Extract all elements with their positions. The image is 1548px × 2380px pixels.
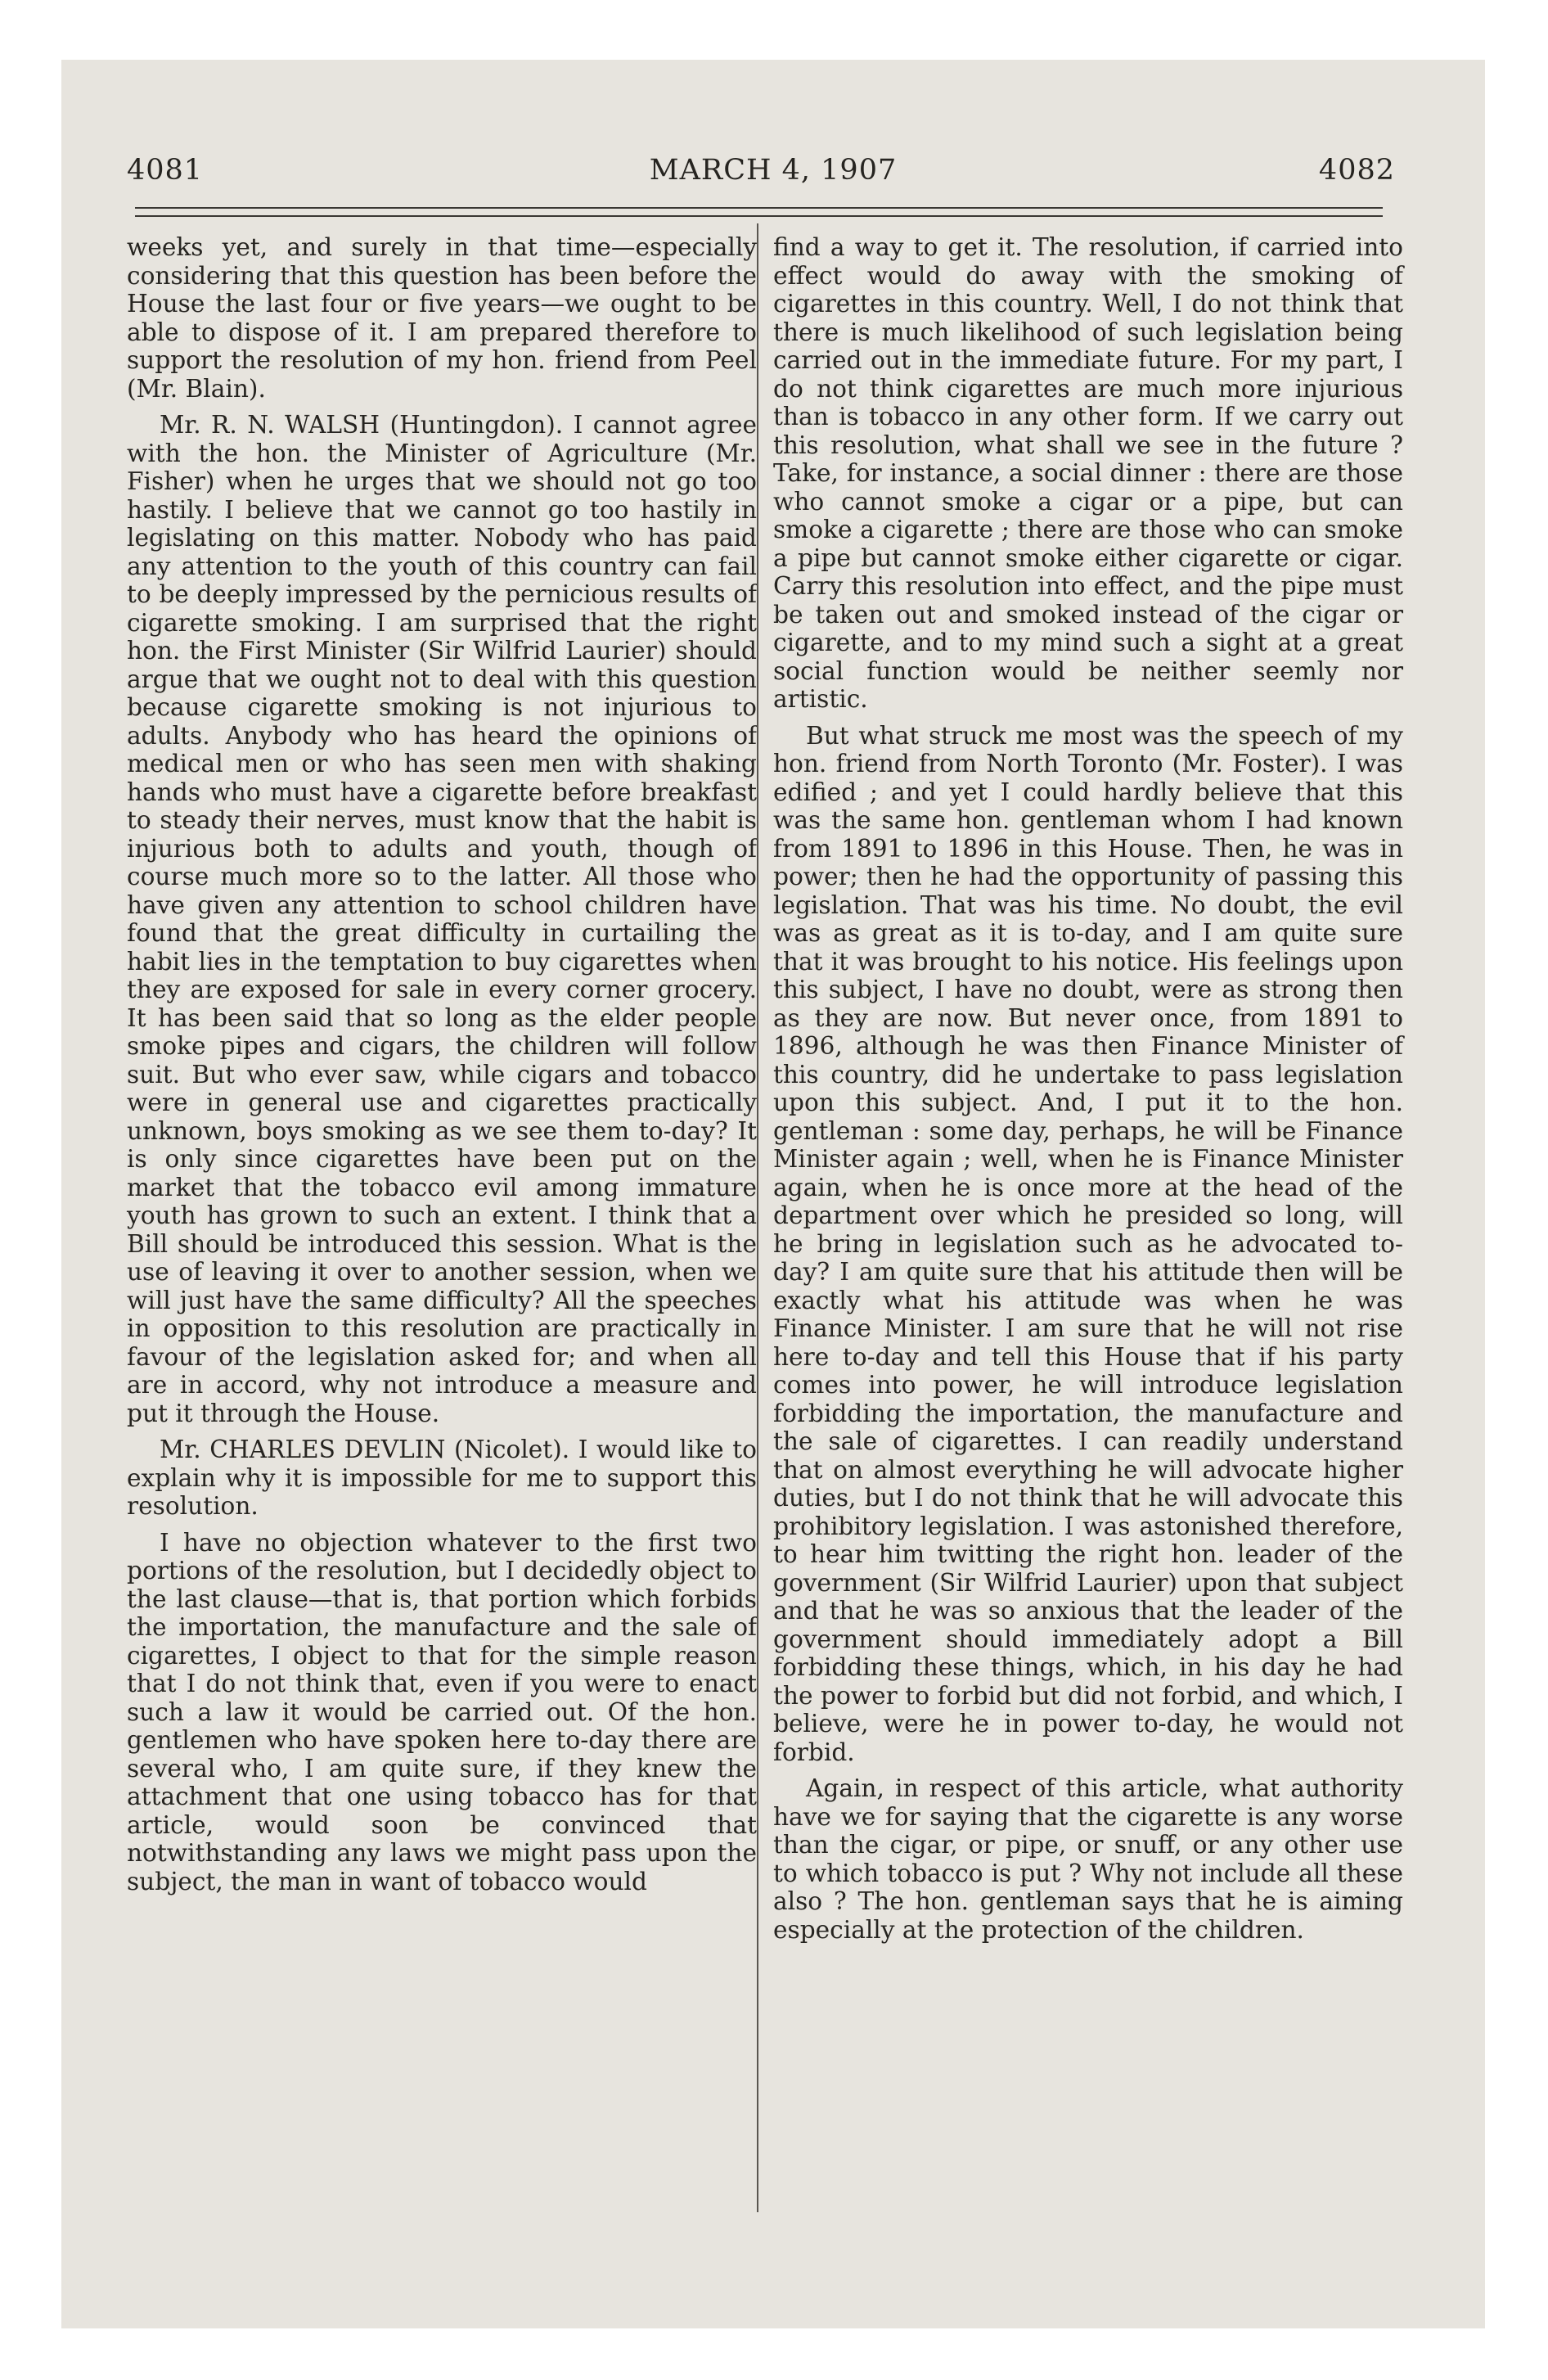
page-date-title: MARCH 4, 1907 <box>649 154 898 187</box>
page-header <box>119 154 1428 203</box>
column-divider <box>757 223 758 2212</box>
page-number-left: 4081 <box>127 154 204 187</box>
paragraph: But what struck me most was the speech of my hon. friend from North Toronto (Mr. Foster). I was edified ; and yet I could hardly believe that this was the same hon. gentleman whom I had known from 1891 to 1896 in this House. Then, he was in power; then he had the opportunity of passing this legislation. That was his time. No doubt, the evil was as great as it is to-day, and I am quite sure that it was brought to his notice. His feelings upon this subject, I have no doubt, were as strong then as they are now. But never once, from 1891 to 1896, although he was then Finance Minister of this country, did he undertake to pass legislation upon this subject. And, I put it to the hon. gentleman : some day, perhaps, he will be Finance Minister again ; well, when he is Finance Minister again, when he is once more at the head of the department over which he presided so long, will he bring in legislation such as he advocated to-day? I am quite sure that his attitude then will be exactly what his attitude was when he was Finance Minister. I am sure that he will not rise here to-day and tell this House that if his party comes into power, he will introduce legislation forbidding the importation, the manufacture and the sale of cigarettes. I can readily understand that on almost everything he will advocate higher duties, but I do not think that he will advocate this prohibitory legislation. I was astonished therefore, to hear him twitting the right hon. leader of the government (Sir Wilfrid Laurier) upon that subject and that he was so anxious that the leader of the government should immediately adopt a Bill forbidding these things, which, in his day he had the power to forbid but did not forbid, and which, I believe, were he in power to-day, he would not forbid. <box>773 721 1403 1766</box>
paragraph: weeks yet, and surely in that time—especially considering that this question has been before the House the last four or five years—we ought to be able to dispose of it. I am prepared therefore to support the resolution of my hon. friend from Peel (Mr. Blain). <box>127 233 757 403</box>
paragraph: Mr. CHARLES DEVLIN (Nicolet). I would like to explain why it is impossible for me to support this resolution. <box>127 1436 757 1520</box>
page-number-right: 4082 <box>1318 154 1395 187</box>
header-double-rule <box>135 207 1383 217</box>
paragraph: I have no objection whatever to the first two portions of the resolution, but I decidedly object to the last clause—that is, that portion which forbids the importation, the manufacture and the sale of cigarettes, I object to that for the simple reason that I do not think that, even if you were to enact such a law it would be carried out. Of the hon. gentlemen who have spoken here to-day there are several who, I am quite sure, if they knew the attachment that one using tobacco has for that article, would soon be convinced that notwithstanding any laws we might pass upon the subject, the man in want of tobacco would <box>127 1528 757 1895</box>
scanned-page <box>61 60 1485 2328</box>
right-column <box>773 233 1403 1952</box>
paragraph: find a way to get it. The resolution, if carried into effect would do away with the smoking of cigarettes in this country. Well, I do not think that there is much likelihood of such legislation being carried out in the immediate future. For my part, I do not think cigarettes are much more injurious than is tobacco in any other form. If we carry out this resolution, what shall we see in the future ? Take, for instance, a social dinner : there are those who cannot smoke a cigar or a pipe, but can smoke a cigarette ; there are those who can smoke a pipe but cannot smoke either cigarette or cigar. Carry this resolution into effect, and the pipe must be taken out and smoked instead of the cigar or cigarette, and to my mind such a sight at a great social function would be neither seemly nor artistic. <box>773 233 1403 713</box>
paragraph: Mr. R. N. WALSH (Huntingdon). I cannot agree with the hon. the Minister of Agriculture (Mr. Fisher) when he urges that we should not go too hastily. I believe that we cannot go too hastily in legislating on this matter. Nobody who has paid any attention to the youth of this country can fail to be deeply impressed by the pernicious results of cigarette smoking. I am surprised that the right hon. the First Minister (Sir Wilfrid Laurier) should argue that we ought not to deal with this question because cigarette smoking is not injurious to adults. Anybody who has heard the opinions of medical men or who has seen men with shaking hands who must have a cigarette before breakfast to steady their nerves, must know that the habit is injurious both to adults and youth, though of course much more so to the latter. All those who have given any attention to school children have found that the great difficulty in curtailing the habit lies in the temptation to buy cigarettes when they are exposed for sale in every corner grocery. It has been said that so long as the elder people smoke pipes and cigars, the children will follow suit. But who ever saw, while cigars and tobacco were in general use and cigarettes practically unknown, boys smoking as we see them to-day? It is only since cigarettes have been put on the market that the tobacco evil among immature youth has grown to such an extent. I think that a Bill should be introduced this session. What is the use of leaving it over to another session, when we will just have the same difficulty? All the speeches in opposition to this resolution are practically in favour of the legislation asked for; and when all are in accord, why not introduce a measure and put it through the House. <box>127 411 757 1427</box>
left-column <box>127 233 757 1904</box>
paragraph: Again, in respect of this article, what authority have we for saying that the cigarette is any worse than the cigar, or pipe, or snuff, or any other use to which tobacco is put ? Why not include all these also ? The hon. gentleman says that he is aiming especially at the protection of the children. <box>773 1774 1403 1944</box>
